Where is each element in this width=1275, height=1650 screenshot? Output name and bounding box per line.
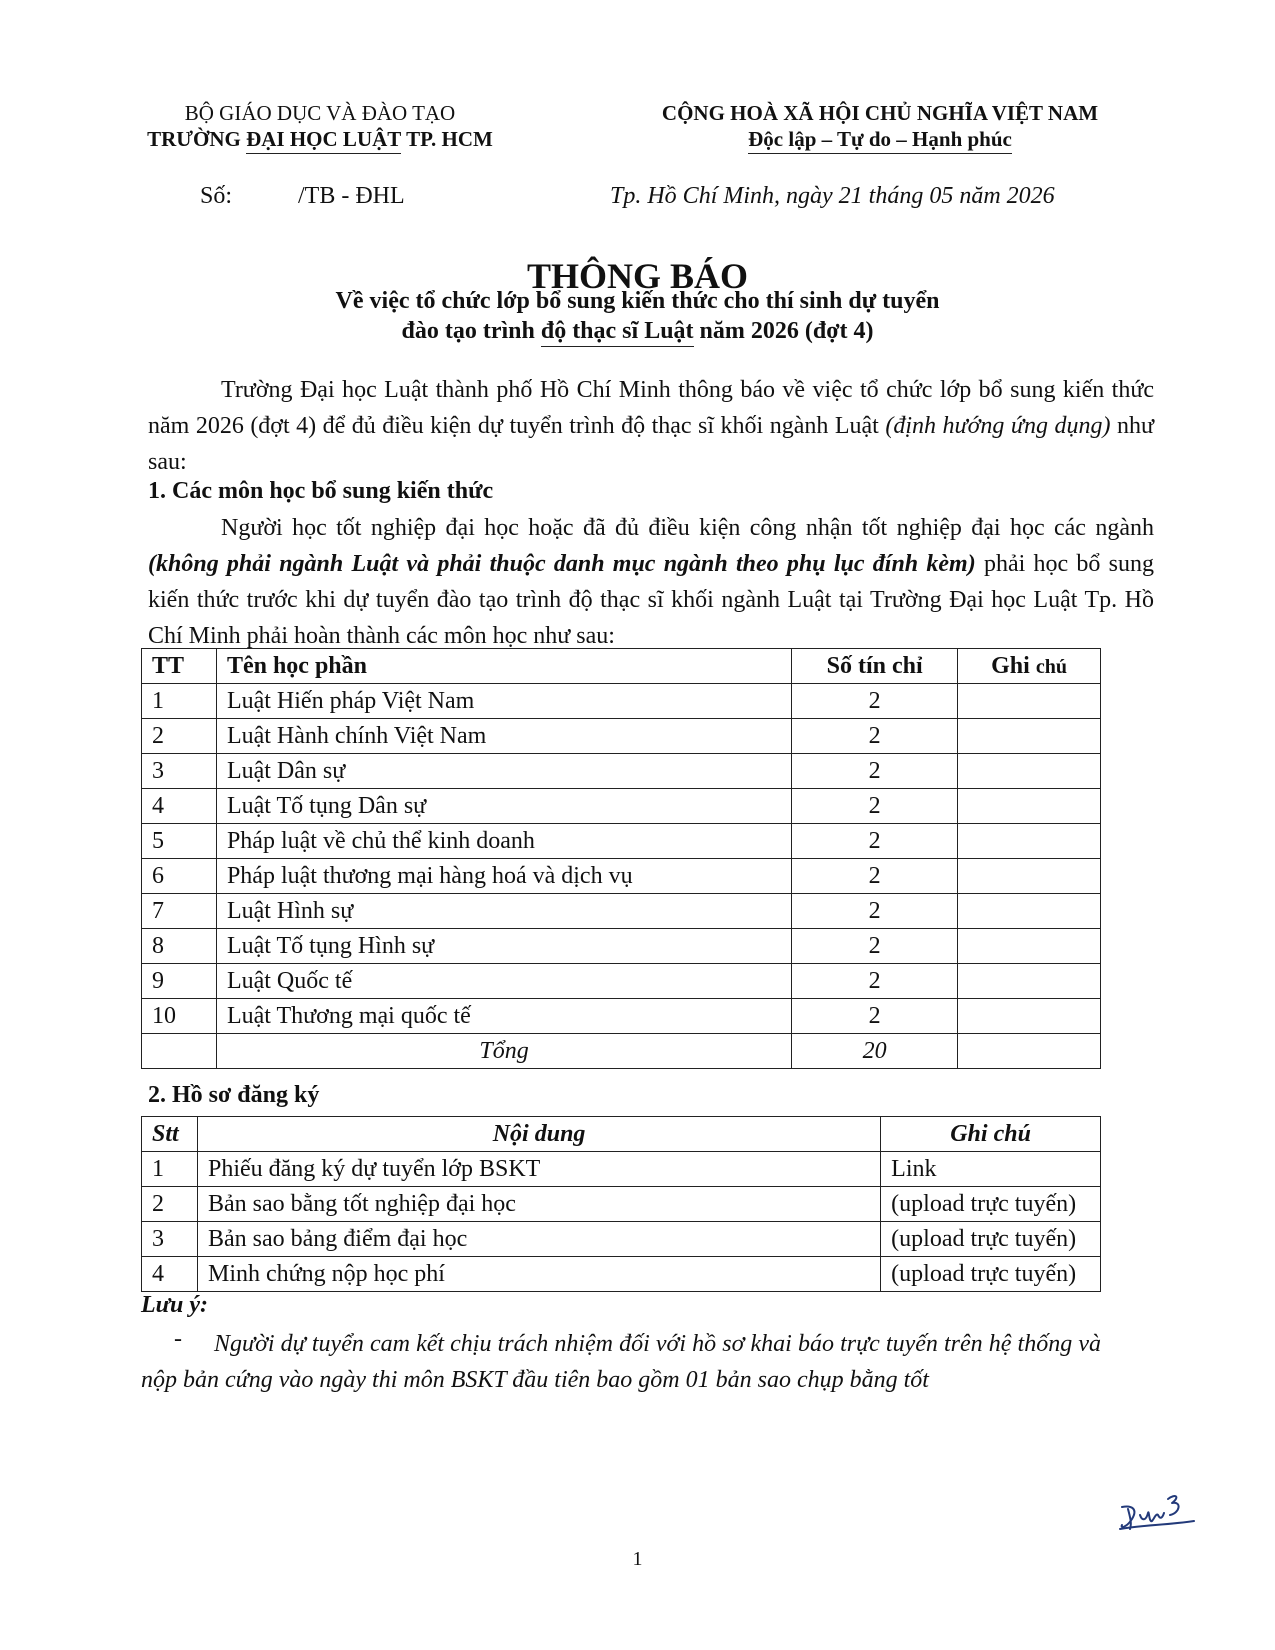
dossier-stt: 3: [142, 1222, 198, 1257]
course-note: [958, 824, 1101, 859]
course-credits: 2: [792, 789, 958, 824]
ministry-name: BỘ GIÁO DỤC VÀ ĐÀO TẠO: [184, 101, 456, 125]
course-credits: 2: [792, 719, 958, 754]
dossier-row: [142, 1152, 1101, 1187]
school-name-pre: TRƯỜNG: [147, 127, 247, 151]
total-note-cell: [958, 1034, 1101, 1069]
course-name: Luật Tố tụng Hình sự: [216, 929, 791, 964]
col-header-stt: Stt: [142, 1117, 198, 1152]
course-row: [142, 719, 1101, 754]
section-1-heading: 1. Các môn học bổ sung kiến thức: [148, 478, 494, 504]
course-row: [142, 754, 1101, 789]
course-tt: 6: [142, 859, 217, 894]
course-credits: 2: [792, 999, 958, 1034]
course-row: [142, 859, 1101, 894]
course-total-row: [142, 1034, 1101, 1069]
intro-italic: (định hướng ứng dụng): [885, 413, 1111, 439]
course-credits: 2: [792, 824, 958, 859]
national-header: [600, 100, 1160, 154]
dossier-table-header: [142, 1117, 1101, 1152]
course-name: Luật Quốc tế: [216, 964, 791, 999]
note-text: Người dự tuyển cam kết chịu trách nhiệm đối với hồ sơ khai báo trực tuyến trên hệ thống và nộp bản cứng vào ngày thi môn BSKT đầu tiên bao gồm 01 bản sao chụp bằng tốt: [141, 1331, 1101, 1393]
doc-number-label: Số:: [200, 183, 233, 209]
note-header-part2: chú: [1035, 655, 1067, 678]
dossier-row: [142, 1222, 1101, 1257]
course-tt: 3: [142, 754, 217, 789]
col-header-credits: Số tín chỉ: [792, 649, 958, 684]
course-row: [142, 824, 1101, 859]
course-note: [958, 754, 1101, 789]
country-name: CỘNG HOÀ XÃ HỘI CHỦ NGHĨA VIỆT NAM: [661, 101, 1099, 125]
subtitle-pre: đào tạo trình: [401, 318, 541, 344]
document-title: THÔNG BÁO: [526, 256, 749, 296]
course-note: [958, 964, 1101, 999]
col-header-note: [958, 649, 1101, 684]
initials-signature: [1118, 1485, 1198, 1542]
dossier-note[interactable]: Link: [881, 1152, 1101, 1187]
course-table: [141, 648, 1101, 1069]
page-number: 1: [632, 1548, 643, 1570]
col-header-note: Ghi chú: [881, 1117, 1101, 1152]
course-credits: 2: [792, 964, 958, 999]
course-note: [958, 929, 1101, 964]
school-name-underlined: ĐẠI HỌC LUẬT: [246, 126, 401, 154]
course-name: Luật Tố tụng Dân sự: [216, 789, 791, 824]
course-row: [142, 894, 1101, 929]
course-credits: 2: [792, 894, 958, 929]
course-credits: 2: [792, 929, 958, 964]
section-2-heading: 2. Hồ sơ đăng ký: [148, 1082, 320, 1108]
intro-tail: như sau:: [148, 413, 1154, 475]
course-name: Pháp luật thương mại hàng hoá và dịch vụ: [216, 859, 791, 894]
dossier-stt: 2: [142, 1187, 198, 1222]
doc-number-value: /TB - ĐHL: [298, 183, 405, 209]
total-label: Tổng: [216, 1034, 791, 1069]
motto-text: Độc lập – Tự do – Hạnh phúc: [748, 126, 1012, 154]
subtitle-underlined: độ thạc sĩ Luật: [541, 318, 694, 347]
course-name: Luật Hành chính Việt Nam: [216, 719, 791, 754]
course-name: Luật Dân sự: [216, 754, 791, 789]
s1-para-post: phải học bổ sung kiến thức trước khi dự tuyển đào tạo trình độ thạc sĩ khối ngành Luật tại Trường Đại học Luật Tp. Hồ Chí Minh phải hoàn thành các môn học như sau:: [148, 551, 1155, 649]
section-1-paragraph: [148, 510, 1154, 654]
school-name-post: TP. HCM: [401, 127, 493, 151]
col-header-course-name: Tên học phần: [216, 649, 791, 684]
course-tt: 4: [142, 789, 217, 824]
subtitle-post: năm 2026 (đợt 4): [693, 318, 874, 344]
total-credits: 20: [792, 1034, 958, 1069]
motto: [600, 126, 1160, 154]
course-name: Pháp luật về chủ thể kinh doanh: [216, 824, 791, 859]
note-header-part1: Ghi: [991, 652, 1036, 679]
document-subtitle-line1: Về việc tổ chức lớp bổ sung kiến thức cho thí sinh dự tuyển: [335, 288, 940, 314]
course-tt: 1: [142, 684, 217, 719]
course-credits: 2: [792, 859, 958, 894]
course-row: [142, 929, 1101, 964]
note-label: Lưu ý:: [141, 1292, 209, 1318]
course-tt: 10: [142, 999, 217, 1034]
document-subtitle-line2: [0, 318, 1275, 347]
s1-para-pre: Người học tốt nghiệp đại học hoặc đã đủ điều kiện công nhận tốt nghiệp đại học các ngành: [221, 515, 1154, 541]
dossier-note: (upload trực tuyến): [881, 1187, 1101, 1222]
dossier-row: [142, 1257, 1101, 1292]
course-tt: 2: [142, 719, 217, 754]
s1-para-emphasis: (không phải ngành Luật và phải thuộc danh mục ngành theo phụ lục đính kèm): [148, 551, 976, 577]
dossier-content: Phiếu đăng ký dự tuyển lớp BSKT: [197, 1152, 880, 1187]
school-name: [120, 126, 520, 154]
dossier-stt: 4: [142, 1257, 198, 1292]
course-note: [958, 684, 1101, 719]
course-row: [142, 999, 1101, 1034]
course-row: [142, 964, 1101, 999]
course-name: Luật Hiến pháp Việt Nam: [216, 684, 791, 719]
place-date: Tp. Hồ Chí Minh, ngày 21 tháng 05 năm 2026: [610, 183, 1055, 209]
course-row: [142, 684, 1101, 719]
dossier-note: (upload trực tuyến): [881, 1257, 1101, 1292]
course-name: Luật Thương mại quốc tế: [216, 999, 791, 1034]
agency-header: [120, 100, 520, 154]
col-header-tt: TT: [142, 649, 217, 684]
course-tt: 5: [142, 824, 217, 859]
intro-paragraph: [148, 372, 1154, 480]
dossier-table: [141, 1116, 1101, 1292]
col-header-content: Nội dung: [197, 1117, 880, 1152]
course-table-header: [142, 649, 1101, 684]
dossier-content: Bản sao bằng tốt nghiệp đại học: [197, 1187, 880, 1222]
dossier-row: [142, 1187, 1101, 1222]
dossier-content: Bản sao bảng điểm đại học: [197, 1222, 880, 1257]
course-tt: 7: [142, 894, 217, 929]
dossier-stt: 1: [142, 1152, 198, 1187]
course-note: [958, 999, 1101, 1034]
course-note: [958, 789, 1101, 824]
course-credits: 2: [792, 754, 958, 789]
dossier-note: (upload trực tuyến): [881, 1222, 1101, 1257]
total-empty-cell: [142, 1034, 217, 1069]
course-name: Luật Hình sự: [216, 894, 791, 929]
course-credits: 2: [792, 684, 958, 719]
course-note: [958, 719, 1101, 754]
course-tt: 9: [142, 964, 217, 999]
note-dash: -: [174, 1326, 182, 1352]
course-row: [142, 789, 1101, 824]
intro-text: Trường Đại học Luật thành phố Hồ Chí Minh thông báo về việc tổ chức lớp bổ sung kiến thức năm 2026 (đợt 4) để đủ điều kiện dự tuyển trình độ thạc sĩ khối ngành Luật: [148, 377, 1154, 439]
dossier-content: Minh chứng nộp học phí: [197, 1257, 880, 1292]
course-tt: 8: [142, 929, 217, 964]
course-note: [958, 859, 1101, 894]
course-note: [958, 894, 1101, 929]
